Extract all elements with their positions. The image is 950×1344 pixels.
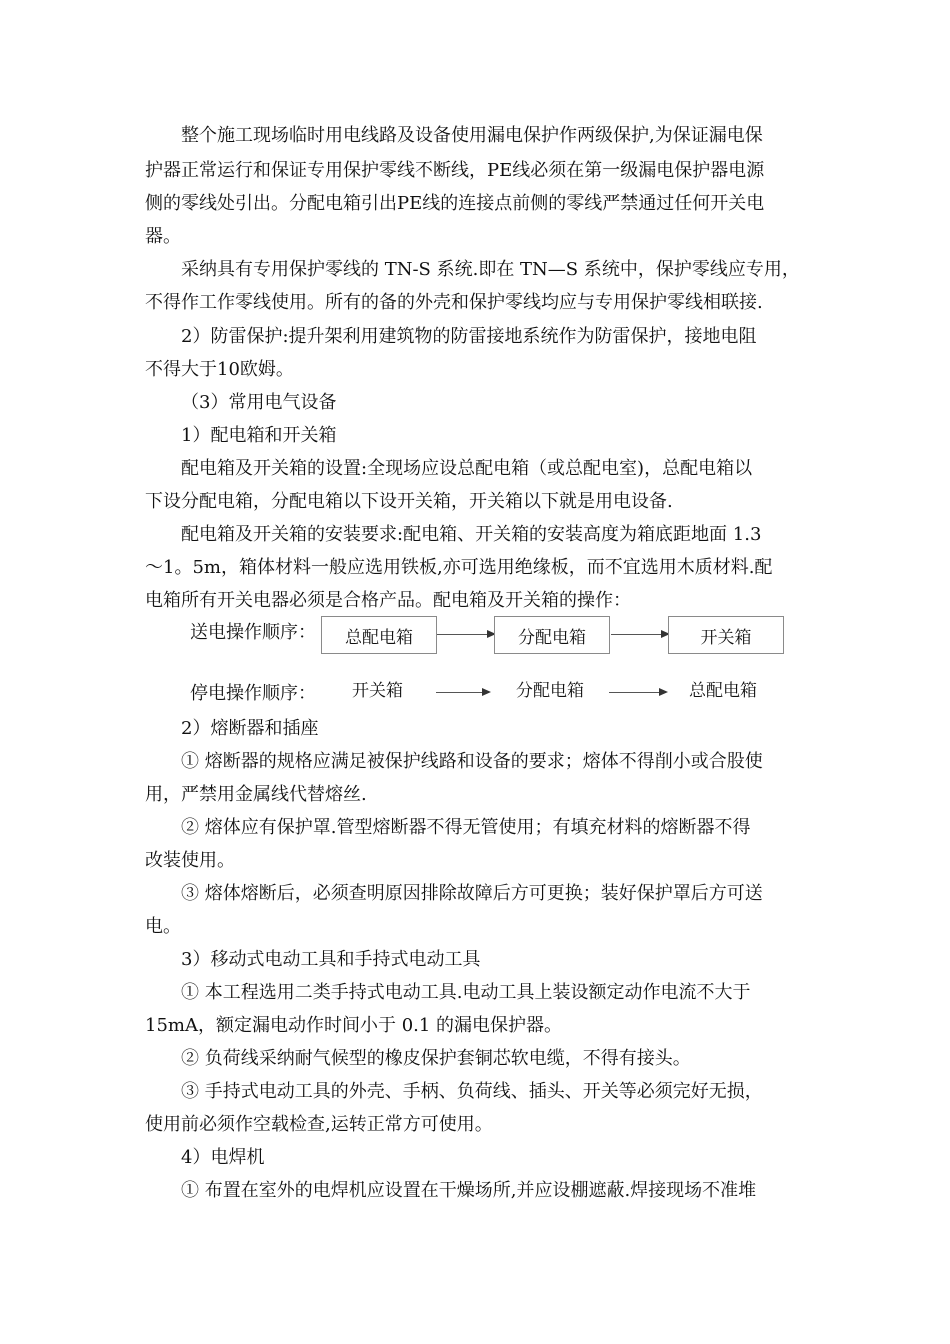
paragraph-line: ② 熔体应有保护罩.管型熔断器不得无管使用；有填充材料的熔断器不得 [181, 817, 751, 838]
section-heading: （3）常用电气设备 [181, 392, 337, 413]
arrow-right-icon [436, 692, 489, 693]
paragraph-line: 电。 [145, 916, 181, 937]
paragraph-line: 护器正常运行和保证专用保护零线不断线，PE线必须在第一级漏电保护器电源 [145, 160, 765, 181]
paragraph-line: 用，严禁用金属线代替熔丝. [145, 784, 367, 805]
subsection-heading: 3）移动式电动工具和手持式电动工具 [181, 949, 481, 970]
arrow-right-icon [611, 634, 668, 635]
power-on-label: 送电操作顺序： [190, 622, 316, 643]
paragraph-line: 器。 [145, 226, 181, 247]
arrow-right-icon [609, 692, 666, 693]
paragraph-line: 配电箱及开关箱的设置:全现场应设总配电箱（或总配电室)，总配电箱以 [181, 458, 753, 479]
power-off-step-main-box: 总配电箱 [689, 681, 757, 701]
power-off-step-sub-box: 分配电箱 [516, 681, 584, 701]
power-on-step-sub-box: 分配电箱 [494, 616, 610, 654]
paragraph-line: 下设分配电箱，分配电箱以下设开关箱，开关箱以下就是用电设备. [145, 491, 673, 512]
paragraph-line: 不得大于10欧姆。 [145, 359, 294, 380]
power-off-step-switch-box: 开关箱 [352, 681, 403, 701]
paragraph-line: ～1。5m，箱体材料一般应选用铁板,亦可选用绝缘板，而不宜选用木质材料.配 [145, 557, 773, 578]
subsection-heading: 1）配电箱和开关箱 [181, 425, 337, 446]
paragraph-line: 整个施工现场临时用电线路及设备使用漏电保护作两级保护,为保证漏电保 [181, 125, 763, 146]
subsection-heading: 4）电焊机 [181, 1147, 265, 1168]
paragraph-line: ② 负荷线采纳耐气候型的橡皮保护套铜芯软电缆，不得有接头。 [181, 1048, 691, 1069]
paragraph-line: 改装使用。 [145, 850, 235, 871]
power-on-step-switch-box: 开关箱 [668, 616, 784, 654]
paragraph-line: ③ 手持式电动工具的外壳、手柄、负荷线、插头、开关等必须完好无损， [181, 1081, 763, 1102]
paragraph-line: ① 熔断器的规格应满足被保护线路和设备的要求；熔体不得削小或合股使 [181, 751, 763, 772]
arrow-right-icon [437, 634, 494, 635]
subsection-heading: 2）熔断器和插座 [181, 718, 319, 739]
paragraph-line: ① 本工程选用二类手持式电动工具.电动工具上装设额定动作电流不大于 [181, 982, 751, 1003]
power-on-step-main-box: 总配电箱 [321, 616, 437, 654]
paragraph-line: 采纳具有专用保护零线的 TN-S 系统.即在 TN—S 系统中，保护零线应专用， [181, 259, 800, 280]
paragraph-line: 侧的零线处引出。分配电箱引出PE线的连接点前侧的零线严禁通过任何开关电 [145, 193, 765, 214]
paragraph-line: 使用前必须作空载检查,运转正常方可使用。 [145, 1114, 493, 1135]
power-off-label: 停电操作顺序： [190, 683, 316, 704]
paragraph-line: 不得作工作零线使用。所有的备的外壳和保护零线均应与专用保护零线相联接. [145, 292, 763, 313]
paragraph-line: ① 布置在室外的电焊机应设置在干燥场所,并应设棚遮蔽.焊接现场不准堆 [181, 1180, 757, 1201]
paragraph-line: 15mA，额定漏电动作时间小于 0.1 的漏电保护器。 [145, 1015, 563, 1036]
paragraph-line: 电箱所有开关电器必须是合格产品。配电箱及开关箱的操作： [145, 590, 631, 611]
paragraph-line: ③ 熔体熔断后，必须查明原因排除故障后方可更换；装好保护罩后方可送 [181, 883, 763, 904]
paragraph-line: 配电箱及开关箱的安装要求:配电箱、开关箱的安装高度为箱底距地面 1.3 [181, 524, 762, 545]
paragraph-line: 2）防雷保护:提升架利用建筑物的防雷接地系统作为防雷保护，接地电阻 [181, 326, 757, 347]
